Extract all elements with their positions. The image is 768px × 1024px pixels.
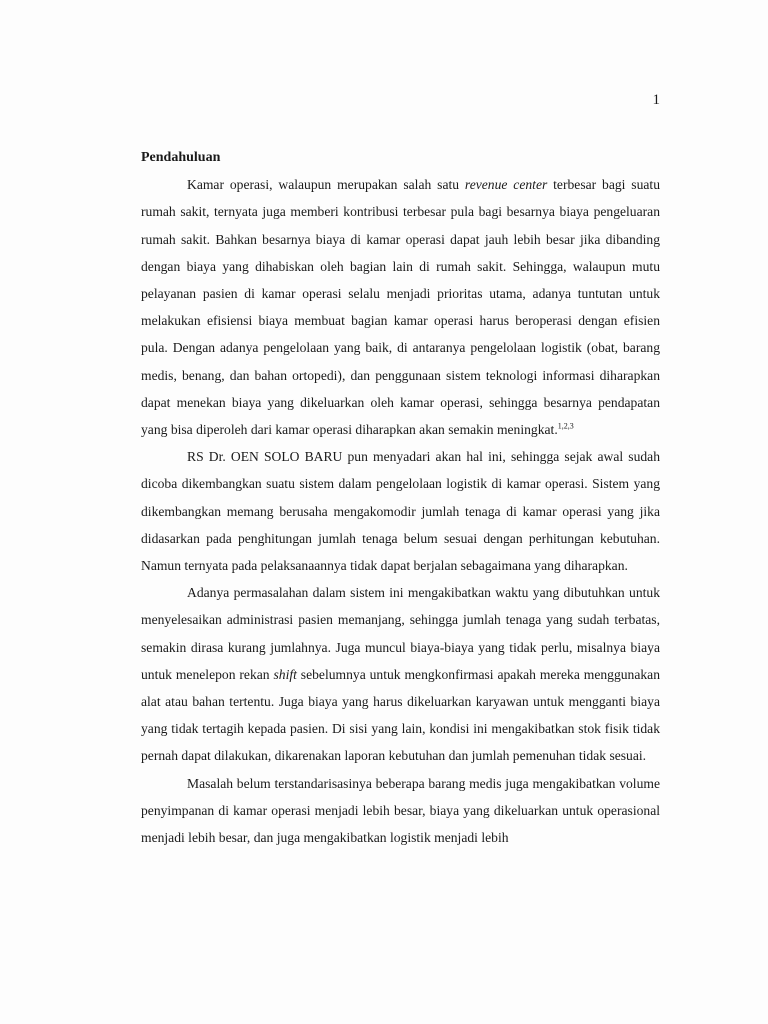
paragraph-1 <box>141 171 660 443</box>
section-heading: Pendahuluan <box>141 150 221 165</box>
page-number: 1 <box>652 92 660 108</box>
document-body <box>141 144 660 851</box>
paragraph-2: RS Dr. OEN SOLO BARU pun menyadari akan hal ini, sehingga sejak awal sudah dicoba dikembangkan suatu sistem dalam pengelolaan logistik di kamar operasi. Sistem yang dikembangkan memang berusaha mengakomodir jumlah tenaga di kamar operasi yang jika didasarkan pada penghitungan jumlah tenaga belum sesuai dengan perhitungan kebutuhan. Namun ternyata pada pelaksanaannya tidak dapat berjalan sebagaimana yang diharapkan. <box>141 449 660 574</box>
paragraph-1-text-b: terbesar bagi suatu rumah sakit, ternyata juga memberi kontribusi terbesar pula bagi besarnya biaya pengeluaran rumah sakit. Bahkan besarnya biaya di kamar operasi dapat jauh lebih besar jika dibanding dengan biaya yang dihabiskan oleh bagian lain di rumah sakit. Sehingga, walaupun mutu pelayanan pasien di kamar operasi selalu menjadi prioritas utama, adanya tuntutan untuk melakukan efisiensi biaya membuat bagian kamar operasi harus beroperasi dengan efisien pula. Dengan adanya pengelolaan yang baik, di antaranya pengelolaan logistik (obat, barang medis, benang, dan bahan ortopedi), dan penggunaan sistem teknologi informasi diharapkan dapat menekan biaya yang dikeluarkan oleh kamar operasi, sehingga besarnya pendapatan yang bisa diperoleh dari kamar operasi diharapkan akan semakin meningkat. <box>141 177 661 438</box>
paragraph-4: Masalah belum terstandarisasinya beberapa barang medis juga mengakibatkan volume penyimpanan di kamar operasi menjadi lebih besar, biaya yang dikeluarkan untuk operasional menjadi lebih besar, dan juga mengakibatkan logistik menjadi lebih <box>141 775 660 846</box>
paragraph-3-emphasis: shift <box>273 666 297 682</box>
paragraph-1-emphasis: revenue center <box>464 177 548 193</box>
paragraph-3-text-a: Adanya permasalahan dalam sistem ini mengakibatkan waktu yang dibutuhkan untuk menyelesaikan administrasi pasien memanjang, sehingga jumlah tenaga yang sudah terbatas, semakin dirasa kurang jumlahnya. Juga muncul biaya-biaya yang tidak perlu, misalnya biaya untuk menelepon rekan <box>141 585 660 682</box>
paragraph-1-text-a: Kamar operasi, walaupun merupakan salah satu <box>187 177 465 193</box>
paragraph-3 <box>141 579 660 769</box>
paragraph-3-text-b: sebelumnya untuk mengkonfirmasi apakah mereka menggunakan alat atau bahan tertentu. Juga biaya yang harus dikeluarkan karyawan untuk mengganti biaya yang tidak tertagih kepada pasien. Di sisi yang lain, kondisi ini mengakibatkan stok fisik tidak pernah dapat dilakukan, dikarenakan laporan kebutuhan dan jumlah pemenuhan tidak sesuai. <box>141 666 660 764</box>
citation-superscript: 1,2,3 <box>557 421 574 431</box>
